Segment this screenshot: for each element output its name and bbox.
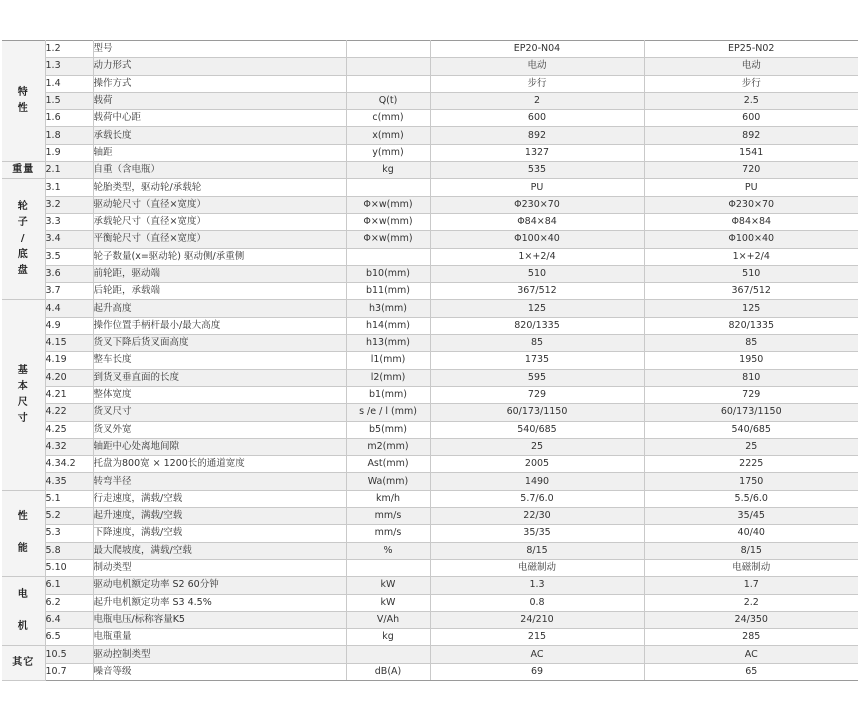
value-ep20-n04: 步行 xyxy=(430,75,644,92)
spec-name: 载荷中心距 xyxy=(93,110,346,127)
spec-code: 4.9 xyxy=(45,317,93,334)
spec-code: 6.5 xyxy=(45,629,93,646)
spec-unit: Ast(mm) xyxy=(346,456,430,473)
value-ep25-n02: 510 xyxy=(644,265,858,282)
group-label: 性 能 xyxy=(2,490,45,576)
spec-name: 轮子数量(x=驱动轮) 驱动侧/承重侧 xyxy=(93,248,346,265)
value-ep20-n04: 600 xyxy=(430,110,644,127)
spec-code: 4.25 xyxy=(45,421,93,438)
value-ep25-n02: PU xyxy=(644,179,858,196)
table-row xyxy=(2,629,858,646)
spec-name: 电瓶重量 xyxy=(93,629,346,646)
table-row xyxy=(2,248,858,265)
value-ep25-n02: Φ84×84 xyxy=(644,213,858,230)
spec-name: 轮胎类型，驱动轮/承载轮 xyxy=(93,179,346,196)
table-row xyxy=(2,438,858,455)
spec-code: 1.6 xyxy=(45,110,93,127)
table-row xyxy=(2,490,858,507)
value-ep20-n04: 0.8 xyxy=(430,594,644,611)
spec-code: 3.6 xyxy=(45,265,93,282)
spec-code: 4.34.2 xyxy=(45,456,93,473)
table-row xyxy=(2,542,858,559)
spec-unit: kg xyxy=(346,629,430,646)
spec-name: 前轮距，驱动端 xyxy=(93,265,346,282)
spec-name: 后轮距，承载端 xyxy=(93,283,346,300)
spec-code: 5.10 xyxy=(45,559,93,576)
spec-code: 3.1 xyxy=(45,179,93,196)
spec-unit: m2(mm) xyxy=(346,438,430,455)
spec-code: 6.1 xyxy=(45,577,93,594)
spec-name: 驱动轮尺寸（直径×宽度） xyxy=(93,196,346,213)
table-row xyxy=(2,594,858,611)
spec-name: 承载长度 xyxy=(93,127,346,144)
spec-unit: Φ×w(mm) xyxy=(346,196,430,213)
spec-code: 1.2 xyxy=(45,41,93,58)
spec-name: 噪音等级 xyxy=(93,663,346,680)
spec-name: 承载轮尺寸（直径×宽度） xyxy=(93,213,346,230)
table-row xyxy=(2,162,858,179)
value-ep25-n02: 1.7 xyxy=(644,577,858,594)
table-row xyxy=(2,335,858,352)
table-row xyxy=(2,525,858,542)
spec-name: 货叉外宽 xyxy=(93,421,346,438)
value-ep25-n02: 1541 xyxy=(644,144,858,161)
value-ep20-n04: 540/685 xyxy=(430,421,644,438)
spec-unit: mm/s xyxy=(346,525,430,542)
spec-unit: l1(mm) xyxy=(346,352,430,369)
value-ep25-n02: 60/173/1150 xyxy=(644,404,858,421)
table-row xyxy=(2,300,858,317)
table-row xyxy=(2,317,858,334)
spec-name: 轴距中心处离地间隙 xyxy=(93,438,346,455)
table-row xyxy=(2,473,858,490)
spec-unit: V/Ah xyxy=(346,611,430,628)
spec-code: 4.4 xyxy=(45,300,93,317)
table-row xyxy=(2,110,858,127)
group-label: 其它 xyxy=(2,646,45,681)
value-ep25-n02: 285 xyxy=(644,629,858,646)
value-ep20-n04: 35/35 xyxy=(430,525,644,542)
value-ep20-n04: 60/173/1150 xyxy=(430,404,644,421)
spec-name: 货叉下降后货叉面高度 xyxy=(93,335,346,352)
spec-code: 3.5 xyxy=(45,248,93,265)
group-label: 轮 子 / 底 盘 xyxy=(2,179,45,300)
value-ep25-n02: 1750 xyxy=(644,473,858,490)
spec-name: 起升速度，满载/空载 xyxy=(93,508,346,525)
value-ep25-n02: 电磁制动 xyxy=(644,559,858,576)
spec-unit: Q(t) xyxy=(346,92,430,109)
value-ep20-n04: 电磁制动 xyxy=(430,559,644,576)
table-row xyxy=(2,127,858,144)
table-row xyxy=(2,41,858,58)
value-ep20-n04: 729 xyxy=(430,386,644,403)
spec-name: 整车长度 xyxy=(93,352,346,369)
spec-table-body xyxy=(2,41,858,681)
spec-code: 1.5 xyxy=(45,92,93,109)
value-ep25-n02: 2225 xyxy=(644,456,858,473)
value-ep20-n04: Φ100×40 xyxy=(430,231,644,248)
value-ep20-n04: 595 xyxy=(430,369,644,386)
table-row xyxy=(2,265,858,282)
spec-code: 5.8 xyxy=(45,542,93,559)
value-ep20-n04: 510 xyxy=(430,265,644,282)
spec-code: 5.2 xyxy=(45,508,93,525)
spec-code: 4.15 xyxy=(45,335,93,352)
spec-unit: s /e / l (mm) xyxy=(346,404,430,421)
spec-code: 6.2 xyxy=(45,594,93,611)
spec-unit: x(mm) xyxy=(346,127,430,144)
spec-name: 下降速度，满载/空载 xyxy=(93,525,346,542)
spec-unit: b5(mm) xyxy=(346,421,430,438)
table-row xyxy=(2,144,858,161)
spec-code: 4.22 xyxy=(45,404,93,421)
table-row xyxy=(2,58,858,75)
spec-name: 到货叉垂直面的长度 xyxy=(93,369,346,386)
spec-unit: % xyxy=(346,542,430,559)
value-ep20-n04: PU xyxy=(430,179,644,196)
spec-unit xyxy=(346,41,430,58)
spec-code: 4.21 xyxy=(45,386,93,403)
value-ep20-n04: 25 xyxy=(430,438,644,455)
value-ep25-n02: 65 xyxy=(644,663,858,680)
spec-unit: Wa(mm) xyxy=(346,473,430,490)
value-ep20-n04: 22/30 xyxy=(430,508,644,525)
spec-unit xyxy=(346,559,430,576)
spec-unit: b10(mm) xyxy=(346,265,430,282)
spec-name: 轴距 xyxy=(93,144,346,161)
spec-name: 驱动电机额定功率 S2 60分钟 xyxy=(93,577,346,594)
spec-unit: Φ×w(mm) xyxy=(346,231,430,248)
value-ep20-n04: 24/210 xyxy=(430,611,644,628)
table-row xyxy=(2,369,858,386)
spec-unit: kW xyxy=(346,594,430,611)
value-ep20-n04: 535 xyxy=(430,162,644,179)
value-ep20-n04: 820/1335 xyxy=(430,317,644,334)
value-ep25-n02: 1×+2/4 xyxy=(644,248,858,265)
table-row xyxy=(2,577,858,594)
value-ep20-n04: 125 xyxy=(430,300,644,317)
spec-name: 货叉尺寸 xyxy=(93,404,346,421)
value-ep20-n04: Φ84×84 xyxy=(430,213,644,230)
spec-code: 3.7 xyxy=(45,283,93,300)
spec-unit: b11(mm) xyxy=(346,283,430,300)
spec-name: 驱动控制类型 xyxy=(93,646,346,663)
spec-unit: h3(mm) xyxy=(346,300,430,317)
value-ep25-n02: 步行 xyxy=(644,75,858,92)
spec-unit: b1(mm) xyxy=(346,386,430,403)
value-ep25-n02: 892 xyxy=(644,127,858,144)
spec-name: 起升电机额定功率 S3 4.5% xyxy=(93,594,346,611)
value-ep25-n02: 729 xyxy=(644,386,858,403)
value-ep20-n04: 2 xyxy=(430,92,644,109)
spec-unit: y(mm) xyxy=(346,144,430,161)
spec-name: 平衡轮尺寸（直径×宽度） xyxy=(93,231,346,248)
value-ep25-n02: 125 xyxy=(644,300,858,317)
spec-code: 1.8 xyxy=(45,127,93,144)
spec-name: 行走速度，满载/空载 xyxy=(93,490,346,507)
value-ep25-n02: 600 xyxy=(644,110,858,127)
spec-name: 操作位置手柄杆最小/最大高度 xyxy=(93,317,346,334)
value-ep20-n04: 1×+2/4 xyxy=(430,248,644,265)
spec-unit: kg xyxy=(346,162,430,179)
group-label: 重量 xyxy=(2,162,45,179)
group-label: 电 机 xyxy=(2,577,45,646)
spec-code: 10.5 xyxy=(45,646,93,663)
value-ep25-n02: 367/512 xyxy=(644,283,858,300)
spec-name: 载荷 xyxy=(93,92,346,109)
value-ep20-n04: 2005 xyxy=(430,456,644,473)
spec-name: 操作方式 xyxy=(93,75,346,92)
value-ep20-n04: 892 xyxy=(430,127,644,144)
spec-code: 3.4 xyxy=(45,231,93,248)
spec-name: 自重（含电瓶） xyxy=(93,162,346,179)
value-ep25-n02: 40/40 xyxy=(644,525,858,542)
value-ep25-n02: 25 xyxy=(644,438,858,455)
table-row xyxy=(2,213,858,230)
spec-name: 电瓶电压/标称容量K5 xyxy=(93,611,346,628)
value-ep20-n04: 1.3 xyxy=(430,577,644,594)
value-ep25-n02: EP25-N02 xyxy=(644,41,858,58)
spec-table xyxy=(2,40,858,681)
value-ep25-n02: 24/350 xyxy=(644,611,858,628)
spec-unit: h13(mm) xyxy=(346,335,430,352)
value-ep20-n04: 85 xyxy=(430,335,644,352)
spec-code: 2.1 xyxy=(45,162,93,179)
spec-code: 4.32 xyxy=(45,438,93,455)
table-row xyxy=(2,646,858,663)
value-ep25-n02: 35/45 xyxy=(644,508,858,525)
value-ep20-n04: EP20-N04 xyxy=(430,41,644,58)
table-row xyxy=(2,75,858,92)
table-row xyxy=(2,196,858,213)
spec-name: 型号 xyxy=(93,41,346,58)
value-ep20-n04: 367/512 xyxy=(430,283,644,300)
spec-unit: Φ×w(mm) xyxy=(346,213,430,230)
spec-name: 转弯半径 xyxy=(93,473,346,490)
spec-name: 动力形式 xyxy=(93,58,346,75)
spec-unit: c(mm) xyxy=(346,110,430,127)
spec-name: 整体宽度 xyxy=(93,386,346,403)
value-ep20-n04: 69 xyxy=(430,663,644,680)
spec-name: 最大爬坡度，满载/空载 xyxy=(93,542,346,559)
value-ep25-n02: 2.5 xyxy=(644,92,858,109)
value-ep20-n04: 1735 xyxy=(430,352,644,369)
group-label: 基 本 尺 寸 xyxy=(2,300,45,490)
table-row xyxy=(2,404,858,421)
table-row xyxy=(2,92,858,109)
value-ep20-n04: AC xyxy=(430,646,644,663)
spec-code: 4.35 xyxy=(45,473,93,490)
spec-unit: dB(A) xyxy=(346,663,430,680)
spec-code: 10.7 xyxy=(45,663,93,680)
value-ep20-n04: 1327 xyxy=(430,144,644,161)
spec-code: 3.2 xyxy=(45,196,93,213)
spec-code: 1.9 xyxy=(45,144,93,161)
value-ep25-n02: Φ100×40 xyxy=(644,231,858,248)
spec-name: 制动类型 xyxy=(93,559,346,576)
value-ep25-n02: 电动 xyxy=(644,58,858,75)
spec-code: 1.4 xyxy=(45,75,93,92)
value-ep25-n02: 720 xyxy=(644,162,858,179)
table-row xyxy=(2,231,858,248)
value-ep25-n02: 540/685 xyxy=(644,421,858,438)
table-row xyxy=(2,386,858,403)
spec-name: 托盘为800宽 × 1200长的通道宽度 xyxy=(93,456,346,473)
table-row xyxy=(2,611,858,628)
spec-unit: mm/s xyxy=(346,508,430,525)
table-row xyxy=(2,283,858,300)
value-ep20-n04: 1490 xyxy=(430,473,644,490)
spec-unit: km/h xyxy=(346,490,430,507)
table-row xyxy=(2,456,858,473)
spec-unit xyxy=(346,58,430,75)
table-row xyxy=(2,508,858,525)
value-ep20-n04: 电动 xyxy=(430,58,644,75)
table-row xyxy=(2,663,858,680)
value-ep25-n02: 820/1335 xyxy=(644,317,858,334)
spec-unit xyxy=(346,646,430,663)
value-ep20-n04: 215 xyxy=(430,629,644,646)
spec-unit: kW xyxy=(346,577,430,594)
spec-unit xyxy=(346,179,430,196)
value-ep20-n04: 5.7/6.0 xyxy=(430,490,644,507)
spec-code: 6.4 xyxy=(45,611,93,628)
value-ep25-n02: 5.5/6.0 xyxy=(644,490,858,507)
spec-unit xyxy=(346,75,430,92)
value-ep25-n02: 85 xyxy=(644,335,858,352)
value-ep20-n04: Φ230×70 xyxy=(430,196,644,213)
spec-code: 4.19 xyxy=(45,352,93,369)
value-ep25-n02: 810 xyxy=(644,369,858,386)
table-row xyxy=(2,421,858,438)
table-row xyxy=(2,352,858,369)
group-label: 特 性 xyxy=(2,41,45,162)
spec-name: 起升高度 xyxy=(93,300,346,317)
spec-code: 1.3 xyxy=(45,58,93,75)
spec-code: 4.20 xyxy=(45,369,93,386)
spec-unit: l2(mm) xyxy=(346,369,430,386)
value-ep20-n04: 8/15 xyxy=(430,542,644,559)
value-ep25-n02: AC xyxy=(644,646,858,663)
spec-unit: h14(mm) xyxy=(346,317,430,334)
value-ep25-n02: 2.2 xyxy=(644,594,858,611)
table-row xyxy=(2,179,858,196)
value-ep25-n02: 1950 xyxy=(644,352,858,369)
value-ep25-n02: Φ230×70 xyxy=(644,196,858,213)
spec-code: 5.3 xyxy=(45,525,93,542)
spec-code: 5.1 xyxy=(45,490,93,507)
table-row xyxy=(2,559,858,576)
spec-unit xyxy=(346,248,430,265)
spec-code: 3.3 xyxy=(45,213,93,230)
value-ep25-n02: 8/15 xyxy=(644,542,858,559)
